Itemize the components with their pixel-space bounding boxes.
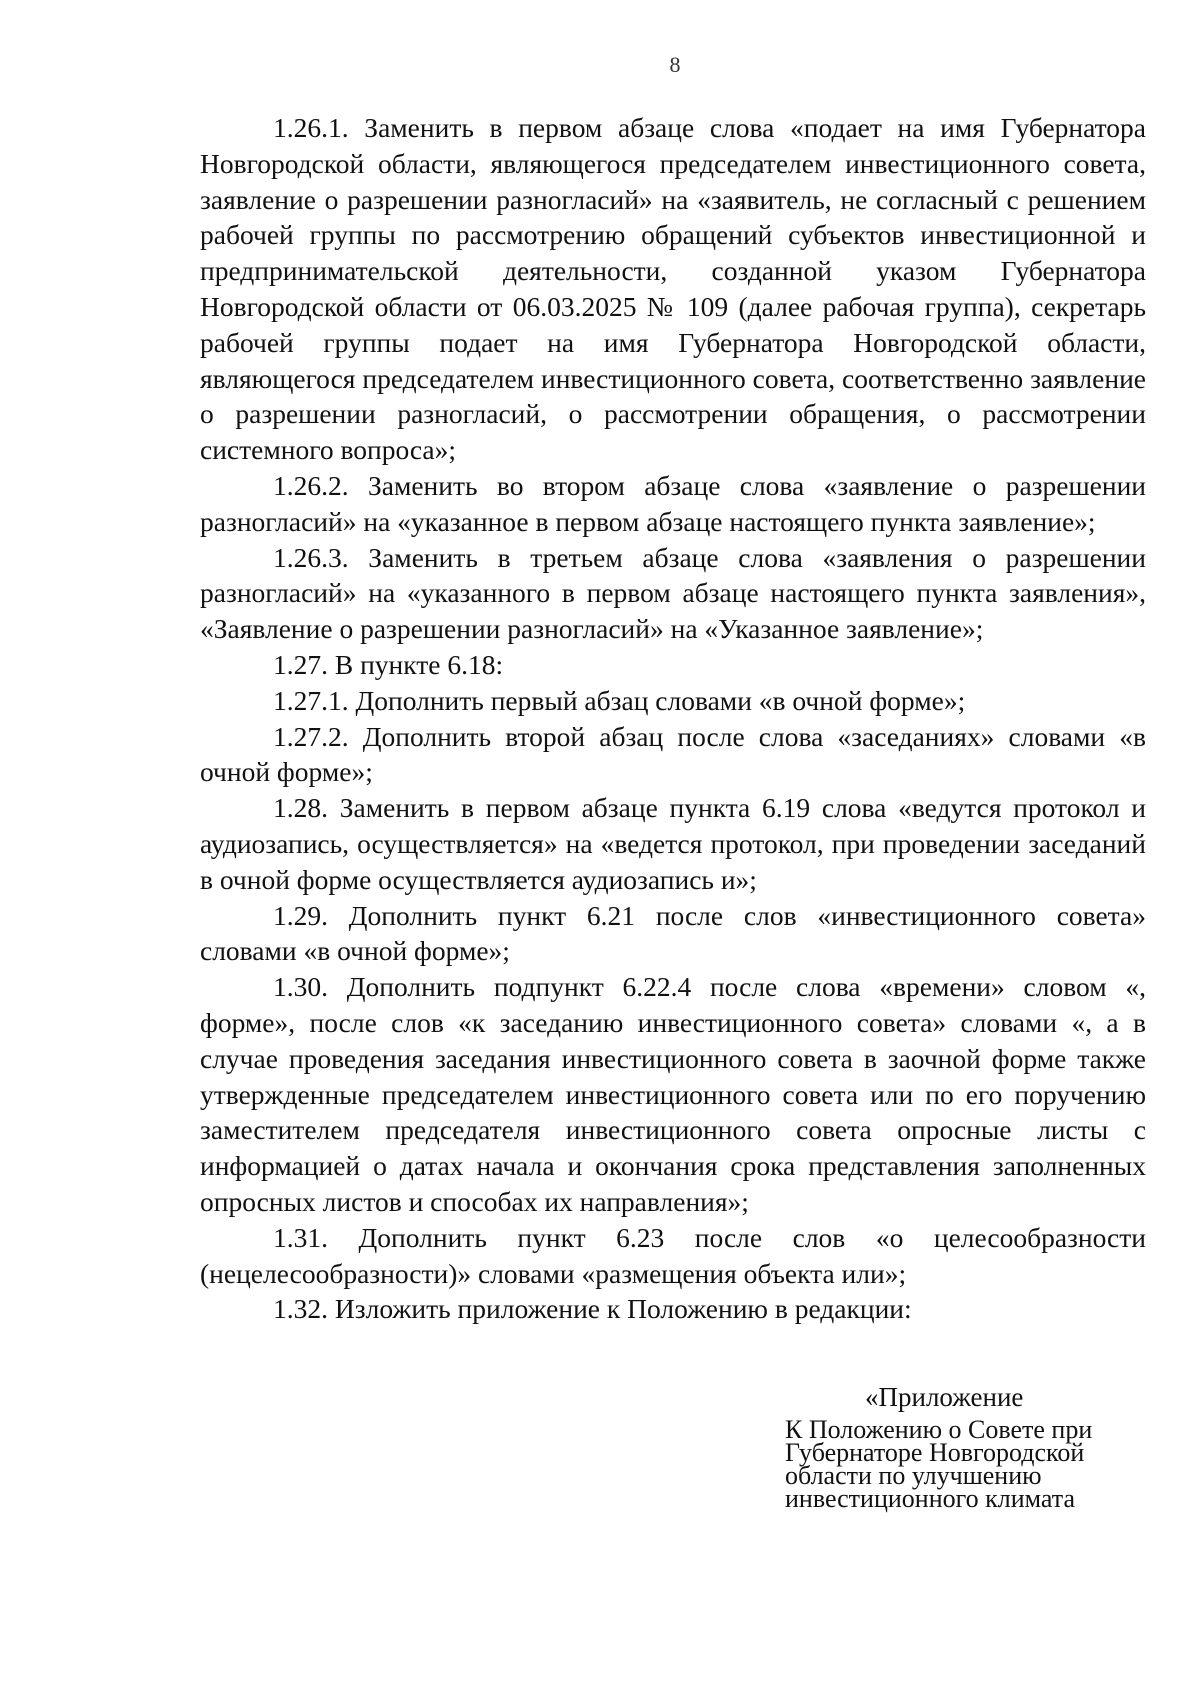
appendix-line: области по улучшению <box>785 1461 1042 1490</box>
appendix-line: К Положению о Совете при <box>785 1415 1093 1444</box>
paragraph-1-27: 1.27. В пункте 6.18: <box>273 648 504 680</box>
appendix-line: инвестиционного климата <box>785 1484 1076 1513</box>
paragraph-1-27-2: 1.27.2. Дополнить второй абзац после слова «заседаниях» словами «в очной форме»; <box>200 720 1146 788</box>
document-body <box>200 110 1146 1327</box>
paragraph-1-32: 1.32. Изложить приложение к Положению в редакции: <box>273 1293 912 1325</box>
appendix-title: «Приложение <box>865 1382 1024 1412</box>
paragraph-1-29: 1.29. Дополнить пункт 6.21 после слов «инвестиционного совета» словами «в очной форме»; <box>200 899 1146 967</box>
paragraph-1-26-1: 1.26.1. Заменить в первом абзаце слова «подает на имя Губернатора Новгородской области, являющегося председателем инвестиционного совета, заявление о разрешении разногласий» на «заявитель, не согласный с решением рабочей группы по рассмотрению обращений субъектов инвестиционной и предпринимательской деятельности, созданной указом Губернатора Новгородской области от 06.03.2025 № 109 (далее рабочая группа), секретарь рабочей группы подает на имя Губернатора Новгородской области, являющегося председателем инвестиционного совета, соответственно заявление о разрешении разногласий, о рассмотрении обращения, о рассмотрении системного вопроса»; <box>200 112 1146 466</box>
paragraph-1-28: 1.28. Заменить в первом абзаце пункта 6.19 слова «ведутся протокол и аудиозапись, осуществляется» на «ведется протокол, при проведении заседаний в очной форме осуществляется аудиозапись и»; <box>200 792 1146 895</box>
paragraph-1-27-1: 1.27.1. Дополнить первый абзац словами «в очной форме»; <box>273 684 966 716</box>
paragraph-1-26-3: 1.26.3. Заменить в третьем абзаце слова «заявления о разрешении разногласий» на «указанного в первом абзаце настоящего пункта заявления», «Заявление о разрешении разногласий» на «Указанное заявление»; <box>200 541 1146 645</box>
paragraph-1-31: 1.31. Дополнить пункт 6.23 после слов «о целесообразности (нецелесообразности)» словами «размещения объекта или»; <box>200 1221 1146 1289</box>
appendix-line: Губернаторе Новгородской <box>785 1438 1085 1467</box>
page-number: 8 <box>669 52 681 77</box>
paragraph-1-26-2: 1.26.2. Заменить во втором абзаце слова «заявление о разрешении разногласий» на «указанное в первом абзаце настоящего пункта заявление»; <box>200 469 1146 537</box>
appendix-note <box>785 1415 1145 1513</box>
paragraph-1-30: 1.30. Дополнить подпункт 6.22.4 после слова «времени» словом «, форме», после слов «к заседанию инвестиционного совета» словами «, а в случае проведения заседания инвестиционного совета в заочной форме также утвержденные председателем инвестиционного совета или по его поручению заместителем председателя инвестиционного совета опросные листы с информацией о датах начала и окончания срока представления заполненных опросных листов и способах их направления»; <box>200 971 1146 1217</box>
